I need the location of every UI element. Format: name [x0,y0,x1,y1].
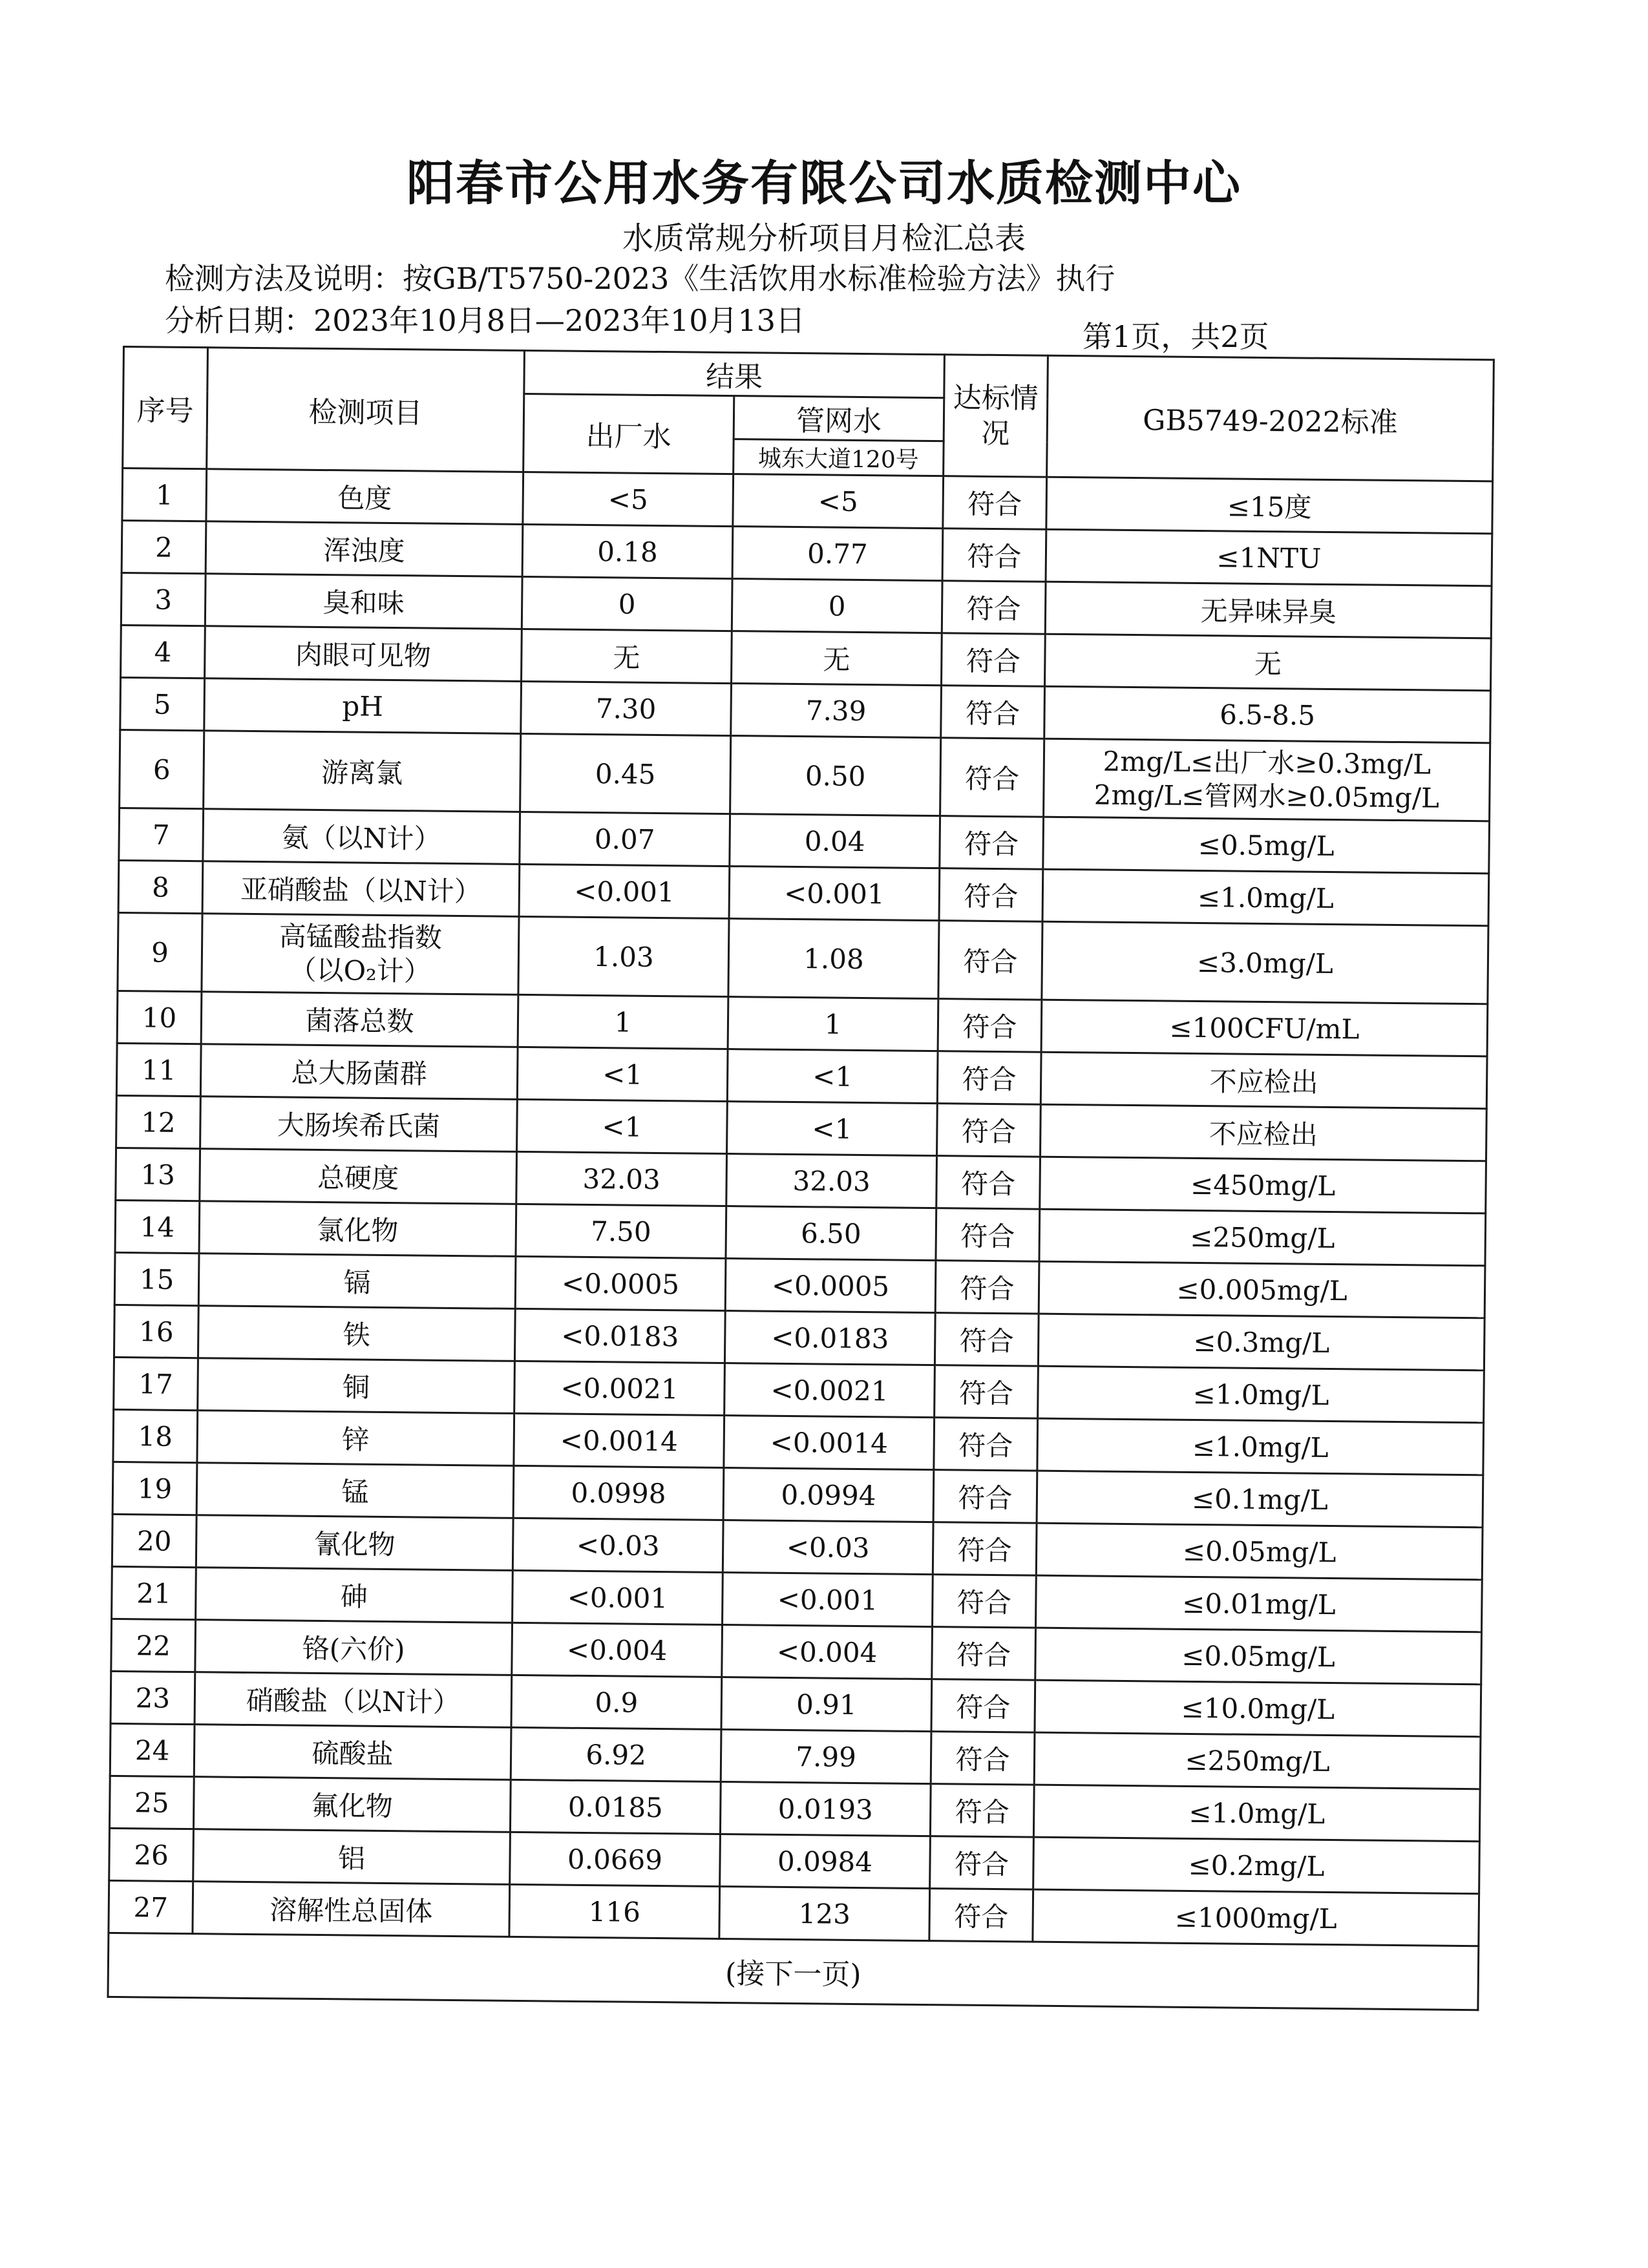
row-number: 17 [114,1357,198,1410]
row-number: 22 [111,1619,196,1672]
network-water-value: 7.39 [731,684,942,738]
row-number: 2 [121,521,206,574]
network-water-value: 0 [732,579,942,633]
compliance-status: 符合 [939,868,1043,922]
compliance-status: 符合 [932,1627,1036,1681]
test-item: 总硬度 [200,1149,517,1204]
network-water-value: <0.0021 [724,1363,935,1418]
standard-limit: 无异味异臭 [1045,582,1492,638]
row-number: 16 [114,1305,198,1358]
compliance-status: 符合 [929,1889,1033,1942]
network-water-value: 6.50 [726,1206,936,1261]
row-number: 1 [122,468,207,521]
compliance-status: 符合 [938,921,1042,1000]
standard-limit: ≤100CFU/mL [1041,1000,1488,1056]
compliance-status: 符合 [940,738,1044,817]
network-water-value: 0.50 [730,736,941,816]
row-number: 20 [112,1514,196,1567]
standard-limit: ≤0.2mg/L [1033,1837,1480,1894]
factory-water-value: 1.03 [518,916,729,996]
factory-water-value: <0.0183 [514,1308,725,1363]
factory-water-value: 0.07 [520,812,730,866]
test-item-line1: 高锰酸盐指数 [279,919,442,954]
standard-limit: ≤0.05mg/L [1036,1523,1483,1580]
standard-limit: ≤1.0mg/L [1037,1418,1484,1475]
row-number: 19 [112,1462,197,1515]
header-network-water: 管网水 [734,396,944,441]
factory-water-value: 6.92 [511,1727,721,1781]
test-item: 铝 [193,1829,511,1885]
row-number: 10 [117,991,202,1044]
network-water-value: 32.03 [726,1154,937,1208]
factory-water-value: <1 [517,1047,728,1101]
standard-limit: ≤1.0mg/L [1038,1366,1484,1423]
row-number: 25 [109,1776,194,1829]
network-water-value: <0.004 [722,1624,933,1679]
row-number: 12 [116,1095,201,1148]
compliance-status: 符合 [935,1261,1039,1314]
factory-water-value: <1 [517,1099,728,1153]
standard-limit: ≤1000mg/L [1033,1889,1479,1946]
report-title: 阳春市公用水务有限公司水质检测中心 [407,156,1241,211]
compliance-status: 符合 [930,1784,1034,1838]
network-water-value: <0.0005 [725,1259,936,1313]
factory-water-value: 0.18 [522,524,733,578]
compliance-status: 符合 [936,1208,1040,1262]
compliance-status: 符合 [937,1051,1041,1105]
compliance-status: 符合 [943,476,1047,530]
row-number: 7 [119,808,204,861]
row-number: 23 [111,1671,195,1724]
test-item: 游离氯 [204,731,521,812]
test-item: 菌落总数 [201,992,518,1047]
test-item: 大肠埃希氏菌 [200,1097,518,1152]
factory-water-value: 7.50 [516,1204,726,1258]
network-water-value: 0.77 [732,527,943,581]
network-water-value: <1 [727,1049,938,1104]
compliance-status: 符合 [938,999,1042,1053]
compliance-status: 符合 [933,1470,1037,1524]
network-water-value: 0.04 [730,814,940,868]
compliance-status: 符合 [935,1365,1039,1419]
compliance-status: 符合 [935,1313,1039,1367]
standard-limit: ≤1.0mg/L [1042,869,1489,926]
factory-water-value: <0.03 [512,1518,723,1572]
standard-limit [1044,739,1490,821]
network-water-value: 0.0193 [720,1781,931,1836]
network-water-value: 123 [719,1886,930,1940]
factory-water-value: 1 [518,994,728,1049]
test-item: 锌 [197,1411,514,1466]
row-number: 24 [110,1723,195,1776]
table-row [118,912,1488,1003]
results-body [109,468,1493,1946]
test-item: 铬(六价) [195,1620,512,1675]
row-number: 26 [109,1828,194,1881]
test-item: 亚硝酸盐（以N计） [202,861,520,917]
row-number: 13 [116,1148,200,1201]
test-item: 砷 [196,1568,513,1623]
network-water-value: 1 [728,997,938,1051]
compliance-status: 符合 [942,529,1046,582]
header-factory-water: 出厂水 [523,394,734,474]
compliance-status: 符合 [931,1732,1035,1785]
test-item: 锰 [196,1463,514,1518]
factory-water-value: <0.0014 [514,1413,724,1467]
network-water-value: <5 [733,474,944,529]
header-status: 达标情况 [944,355,1048,478]
compliance-status: 符合 [933,1522,1037,1576]
test-item-line2: （以O₂计） [289,954,432,987]
compliance-status: 符合 [931,1679,1035,1733]
standard-limit: ≤250mg/L [1039,1209,1486,1266]
network-water-value: 0.0984 [720,1834,931,1888]
standard-limit: 不应检出 [1041,1052,1487,1109]
results-table [107,346,1494,2011]
row-number: 15 [114,1252,199,1305]
compliance-status: 符合 [937,1104,1041,1157]
factory-water-value: 0.45 [520,733,731,814]
row-number: 18 [113,1409,198,1462]
test-item: 氨（以N计） [203,809,520,865]
standard-limit: ≤10.0mg/L [1035,1680,1481,1737]
row-number: 4 [121,625,206,678]
compliance-status: 符合 [942,581,1046,635]
standard-limit: ≤0.05mg/L [1035,1628,1482,1685]
test-item: 铁 [198,1306,515,1361]
factory-water-value: <0.001 [512,1570,723,1624]
standard-limit: ≤1.0mg/L [1033,1785,1480,1842]
compliance-status: 符合 [930,1836,1034,1890]
standard-limit: ≤1NTU [1046,529,1492,586]
compliance-status: 符合 [940,816,1044,870]
standard-limit: 6.5-8.5 [1044,686,1491,743]
header-results: 结果 [524,350,945,397]
test-item: 溶解性总固体 [193,1882,510,1937]
compliance-status: 符合 [941,686,1045,739]
test-item [202,914,519,995]
test-item: 肉眼可见物 [205,626,522,682]
network-water-value: <0.0183 [724,1311,935,1365]
network-water-value: 0.91 [721,1677,932,1731]
table-row [120,730,1490,821]
row-number: 9 [118,912,202,991]
continued-note: (接下一页) [108,1933,1479,2010]
test-item: 臭和味 [205,574,522,629]
test-item: 硝酸盐（以N计） [195,1672,512,1728]
row-number: 21 [112,1566,196,1619]
factory-water-value: 32.03 [516,1151,727,1206]
row-number: 27 [109,1880,193,1933]
standard-limit: ≤15度 [1046,477,1493,534]
standard-limit: ≤450mg/L [1040,1157,1486,1213]
standard-limit: 无 [1045,634,1492,691]
compliance-status: 符合 [936,1156,1041,1210]
compliance-status: 符合 [934,1418,1038,1471]
network-water-value: 7.99 [721,1729,931,1783]
header-standard: GB5749-2022标准 [1047,355,1494,481]
standard-limit: 不应检出 [1041,1104,1487,1161]
test-item: 氰化物 [196,1515,513,1571]
standard-limit: ≤250mg/L [1034,1732,1481,1789]
row-number: 3 [121,572,206,625]
network-water-value: <0.001 [723,1572,933,1626]
network-water-value: <0.03 [723,1520,933,1575]
factory-water-value: <0.0005 [515,1256,726,1310]
test-item: 氯化物 [199,1201,516,1257]
factory-water-value: 无 [522,629,732,683]
factory-water-value: 0 [522,576,732,631]
page-number: 第1页，共2页 [1083,319,1269,354]
header-network-location: 城东大道120号 [734,439,944,476]
test-item: 浑浊度 [206,521,523,577]
test-item: 氟化物 [193,1777,511,1832]
factory-water-value: 0.0669 [510,1832,721,1886]
test-item: 铜 [198,1358,515,1414]
network-water-value: <0.0014 [724,1416,935,1470]
compliance-status: 符合 [933,1575,1037,1628]
test-item: 色度 [206,469,523,525]
factory-water-value: 7.30 [521,681,732,735]
factory-water-value: 0.9 [511,1675,722,1729]
method-note: 检测方法及说明：按GB/T5750-2023《生活饮用水标准检验方法》执行 [165,261,1115,296]
row-number: 5 [120,677,205,730]
factory-water-value: <0.004 [512,1622,723,1677]
network-water-value: 0.0994 [723,1468,934,1522]
standard-limit: ≤0.1mg/L [1037,1471,1483,1528]
compliance-status: 符合 [942,633,1046,687]
factory-water-value: <0.001 [519,864,730,918]
header-item: 检测项目 [207,348,525,472]
test-item: pH [204,678,522,734]
test-item: 镉 [198,1254,516,1309]
standard-limit: ≤0.01mg/L [1036,1575,1483,1632]
factory-water-value: 116 [509,1884,720,1938]
header-seq: 序号 [123,347,208,469]
standard-limit: ≤0.005mg/L [1039,1261,1485,1318]
standard-limit: ≤3.0mg/L [1042,921,1488,1004]
factory-water-value: 0.0185 [510,1780,721,1834]
standard-limit-line1: 2mg/L≤出厂水≥0.3mg/L [1103,745,1431,780]
standard-limit: ≤0.3mg/L [1038,1314,1484,1370]
standard-limit-line2: 2mg/L≤管网水≥0.05mg/L [1093,779,1440,814]
row-number: 6 [120,730,204,808]
network-water-value: <1 [727,1102,938,1156]
row-number: 8 [118,860,203,913]
network-water-value: <0.001 [729,866,940,921]
test-item: 硫酸盐 [194,1725,511,1780]
report-subtitle: 水质常规分析项目月检汇总表 [622,220,1026,257]
network-water-value: 无 [732,631,942,686]
factory-water-value: <5 [523,472,734,526]
factory-water-value: 0.0998 [513,1465,724,1520]
row-number: 14 [115,1200,200,1253]
network-water-value: 1.08 [728,919,939,999]
row-number: 11 [116,1043,201,1096]
analysis-date: 分析日期：2023年10月8日—2023年10月13日 [165,303,805,338]
factory-water-value: <0.0021 [514,1361,725,1415]
standard-limit: ≤0.5mg/L [1043,817,1490,874]
test-item: 总大肠菌群 [200,1044,518,1100]
